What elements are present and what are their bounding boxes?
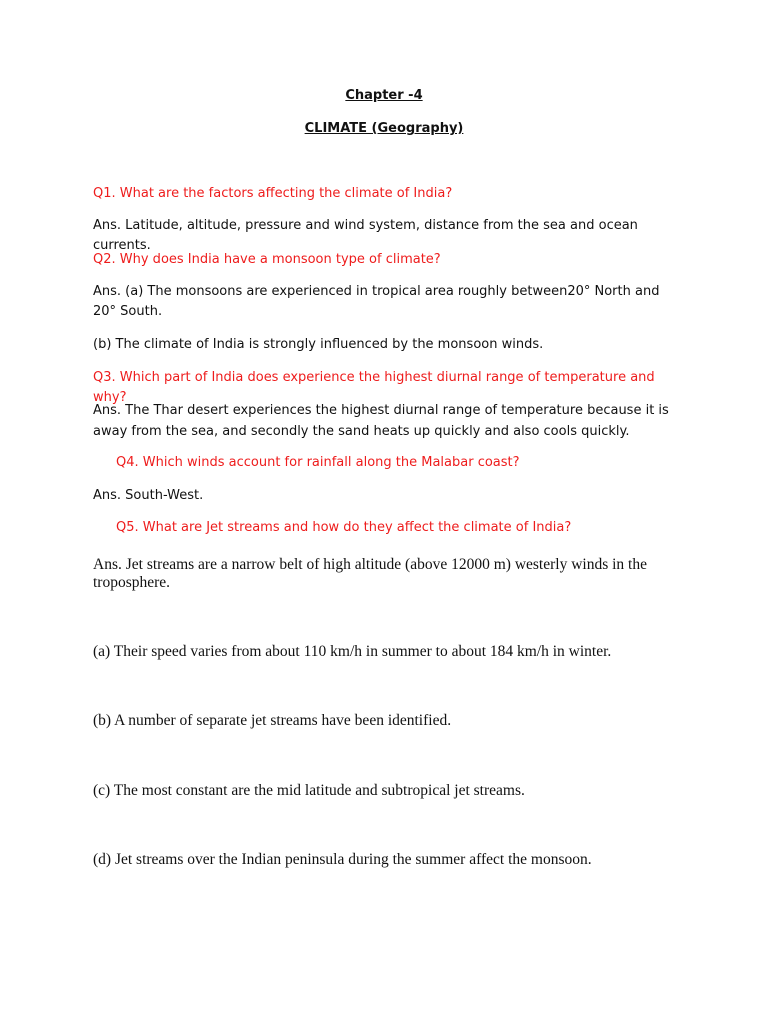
answer-4: Ans. South-West. xyxy=(93,488,204,503)
answer-5: Ans. Jet streams are a narrow belt of high altitude (above 12000 m) westerly winds in the troposphere. xyxy=(93,556,647,591)
answer-5-point-c: (c) The most constant are the mid latitude and subtropical jet streams. xyxy=(93,782,525,799)
question-1: Q1. What are the factors affecting the climate of India? xyxy=(93,186,453,201)
subject-heading: CLIMATE (Geography) xyxy=(304,121,464,136)
question-2: Q2. Why does India have a monsoon type of climate? xyxy=(93,252,441,267)
chapter-heading: Chapter -4 xyxy=(345,88,423,103)
answer-5-point-b: (b) A number of separate jet streams have been identified. xyxy=(93,712,452,729)
question-3: Q3. Which part of India does experience the highest diurnal range of temperature and why? xyxy=(93,370,655,405)
answer-2a: Ans. (a) The monsoons are experienced in tropical area roughly between20° North and 20° South. xyxy=(93,284,660,319)
answer-5-point-d: (d) Jet streams over the Indian peninsula during the summer affect the monsoon. xyxy=(93,851,592,868)
answer-5-point-a: (a) Their speed varies from about 110 km/h in summer to about 184 km/h in winter. xyxy=(93,643,612,660)
answer-1: Ans. Latitude, altitude, pressure and wind system, distance from the sea and ocean currents. xyxy=(93,218,638,253)
answer-3: Ans. The Thar desert experiences the highest diurnal range of temperature because it is away from the sea, and secondly the sand heats up quickly and also cools quickly. xyxy=(93,403,669,439)
question-4: Q4. Which winds account for rainfall along the Malabar coast? xyxy=(116,455,520,470)
question-5: Q5. What are Jet streams and how do they affect the climate of India? xyxy=(116,520,572,535)
answer-2b: (b) The climate of India is strongly influenced by the monsoon winds. xyxy=(93,337,544,352)
